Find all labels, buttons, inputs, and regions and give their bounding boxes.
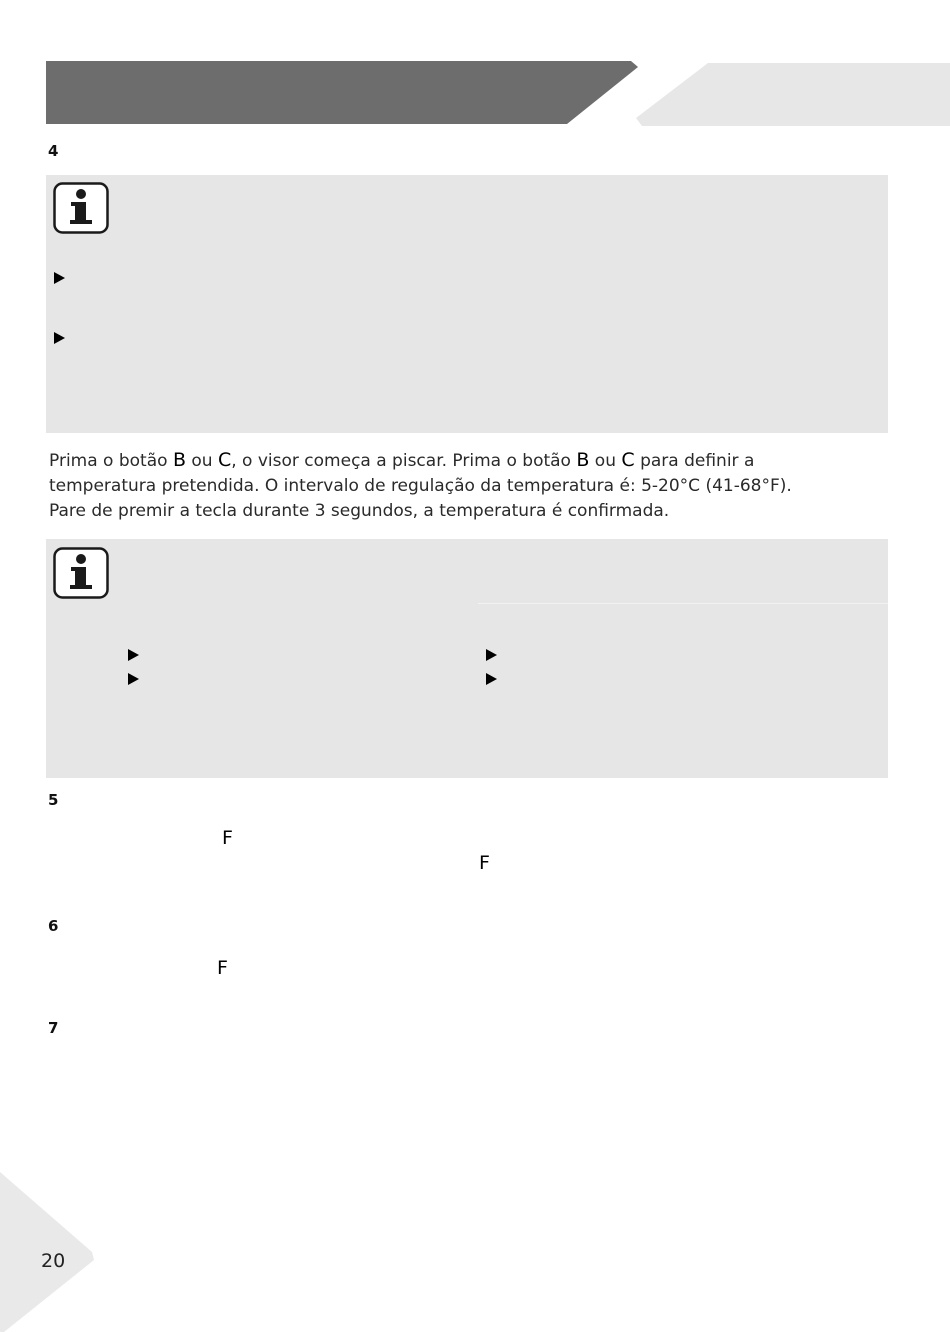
triangle-right-icon — [128, 649, 139, 661]
key-b: B — [576, 449, 590, 471]
paragraph-line-3: Pare de premir a tecla durante 3 segundos, a temperatura é confirmada. — [49, 501, 670, 521]
key-c: C — [217, 449, 232, 471]
paragraph-line-1 — [49, 448, 899, 474]
header-dark-tab — [46, 61, 638, 124]
paragraph-text: ou — [589, 451, 622, 471]
key-b: B — [172, 449, 186, 471]
info-box — [46, 175, 888, 433]
triangle-right-icon — [54, 332, 65, 344]
section-number-5: 5 — [48, 791, 59, 809]
info-icon — [53, 547, 109, 601]
section-number-6: 6 — [48, 917, 59, 935]
key-f: F — [479, 852, 490, 874]
triangle-right-icon — [486, 649, 497, 661]
page-number: 20 — [41, 1250, 66, 1272]
paragraph-text: Prima o botão — [49, 451, 173, 471]
key-f: F — [222, 827, 233, 849]
paragraph-line-2: temperatura pretendida. O intervalo de regulação da temperatura é: 5-20°C (41-68°F). — [49, 476, 792, 496]
header-light-tab — [636, 63, 950, 126]
key-c: C — [621, 449, 635, 471]
triangle-right-icon — [54, 272, 65, 284]
temperature-setting-paragraph — [49, 448, 899, 524]
paragraph-text: ou — [185, 451, 218, 471]
section-number-7: 7 — [48, 1019, 59, 1037]
header-banner — [0, 0, 950, 130]
info-box-divider — [478, 603, 888, 604]
section-number-4: 4 — [48, 142, 59, 160]
paragraph-text: , o visor começa a piscar. Prima o botão — [231, 451, 577, 471]
info-icon — [53, 182, 109, 236]
key-f: F — [217, 957, 228, 979]
info-box — [46, 539, 888, 778]
triangle-right-icon — [128, 673, 139, 685]
triangle-right-icon — [486, 673, 497, 685]
paragraph-text: para definir a — [634, 451, 755, 471]
